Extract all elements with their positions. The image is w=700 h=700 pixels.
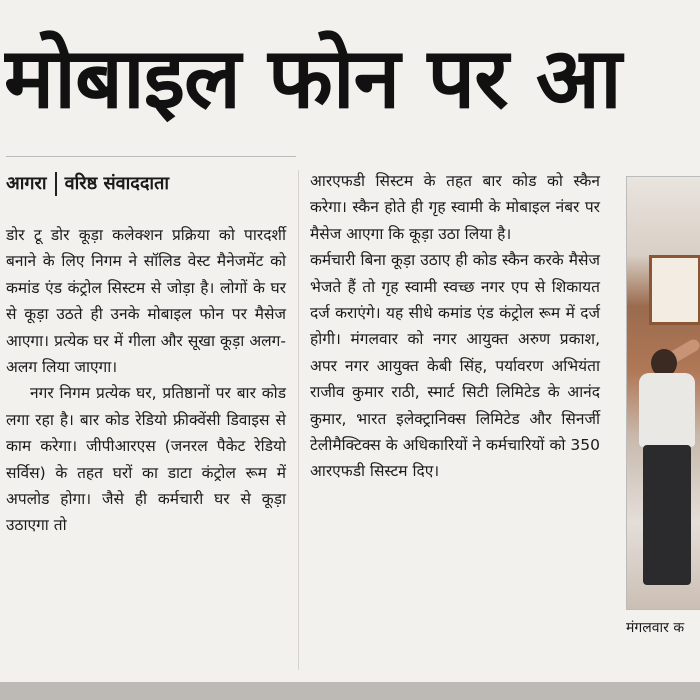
photo-person-legs [643, 445, 691, 585]
paragraph: नगर निगम प्रत्येक घर, प्रतिष्ठानों पर बार कोड लगा रहा है। बार कोड रेडियो फ्रीक्वेंसी डिवाइस से काम करेगा। जीपीआरएस (जनरल पैकेट रेडियो सर्विस) के तहत घरों का डाटा कंट्रोल रूम में अपलोड होगा। जैसे ही कर्मचारी घर से कूड़ा उठाएगा तो [6, 384, 286, 535]
article-column-2 [310, 168, 600, 485]
paragraph: आरएफडी सिस्टम के तहत बार कोड को स्कैन करेगा। स्कैन होते ही गृह स्वामी के मोबाइल नंबर पर मैसेज आएगा कि कूड़ा उठा लिया है। [310, 172, 600, 243]
page-bottom-band [0, 682, 700, 700]
photo-caption: मंगलवार क [626, 620, 685, 636]
article-column-1 [6, 222, 286, 539]
headline: मोबाइल फोन पर आ [4, 29, 621, 127]
byline [6, 168, 169, 200]
byline-reporter: वरिष्ठ संवाददाता [64, 173, 170, 194]
divider [6, 156, 296, 157]
byline-separator [55, 172, 57, 196]
paragraph: डोर टू डोर कूड़ा कलेक्शन प्रक्रिया को पारदर्शी बनाने के लिए निगम ने सॉलिड वेस्ट मैनेजमेंट को कमांड एंड कंट्रोल सिस्टम से जोड़ा है। लोगों के घर से कूड़ा उठते ही उनके मोबाइल फोन पर मैसेज आएगा। प्रत्येक घर में गीला और सूखा कूड़ा अलग-अलग लिया जाएगा। [6, 226, 286, 377]
byline-place: आगरा [6, 173, 47, 194]
photo-person-torso [639, 373, 695, 447]
photo-window [649, 255, 700, 325]
column-divider [298, 170, 299, 670]
news-photo [626, 176, 700, 610]
paragraph: कर्मचारी बिना कूड़ा उठाए ही कोड स्कैन करके मैसेज भेजते हैं तो गृह स्वामी स्वच्छ नगर एप से शिकायत दर्ज कराएंगे। यह सीधे कमांड एंड कंट्रोल रूम में दर्ज होगी। मंगलवार को नगर आयुक्त अरुण प्रकाश, अपर नगर आयुक्त केबी सिंह, पर्यावरण अभियंता राजीव कुमार राठी, स्मार्ट सिटी लिमिटेड के आनंद कुमार, भारत इलेक्ट्रानिक्स लिमिटेड और सिनर्जी टेलीमैक्टिक्स के अधिकारियों ने कर्मचारियों को 350 आरएफडी सिस्टम दिए। [310, 251, 600, 481]
